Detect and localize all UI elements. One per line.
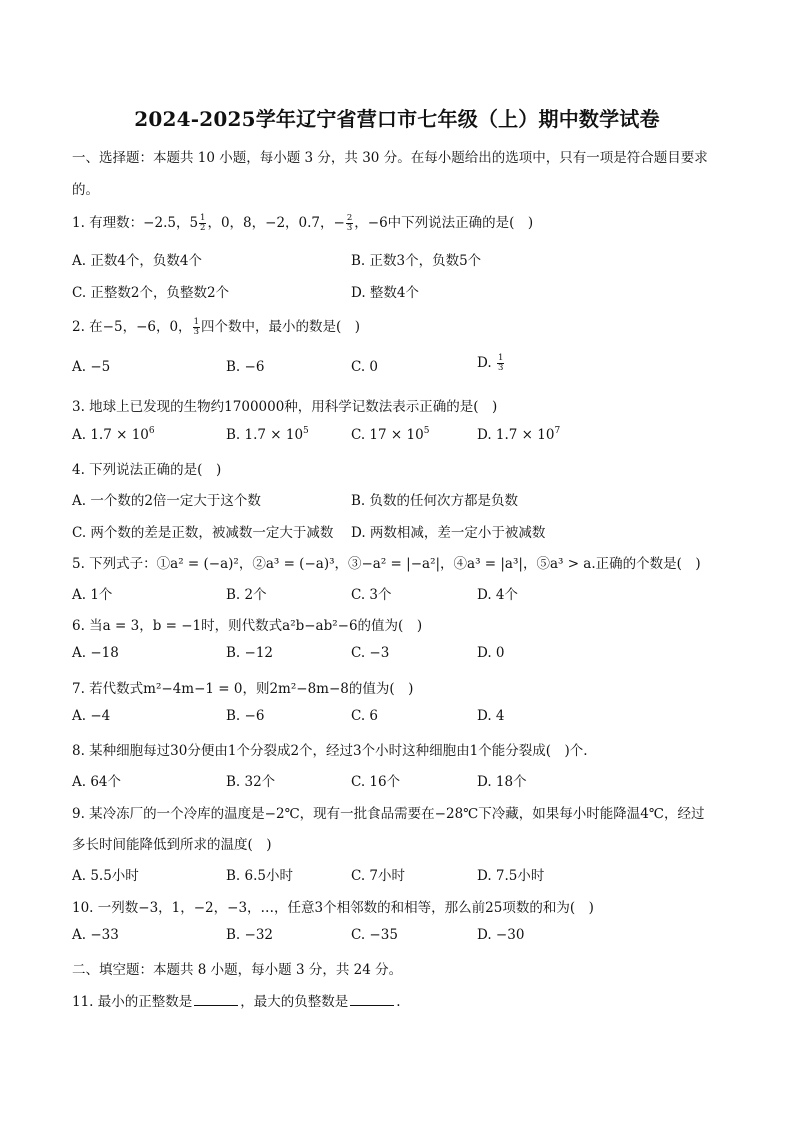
question-8-stem: 8. 某种细胞每过30分便由1个分裂成2个，经过3个小时这种细胞由1个能分裂成( )个.	[72, 743, 588, 759]
q3-option-d[interactable]: D. $1.7 \times 10^7$	[477, 426, 561, 443]
q5-option-d[interactable]: D. 4个	[477, 587, 519, 603]
q8-option-c[interactable]: C. 16个	[351, 774, 401, 790]
q6-option-a[interactable]: A. −18	[72, 645, 119, 661]
question-2-stem: 2. 在−5，−6，0， $\frac{1}{3}$ 四个数中，最小的数是( )	[72, 317, 361, 337]
q9-option-c[interactable]: C. 7小时	[351, 868, 406, 884]
q2-option-c[interactable]: C. 0	[351, 359, 379, 375]
q6-option-c[interactable]: C. −3	[351, 645, 390, 661]
question-9-stem-cont: 多长时间能降低到所求的温度( )	[72, 837, 272, 853]
question-3-stem: 3. 地球上已发现的生物约1700000种，用科学记数法表示正确的是( )	[72, 399, 498, 415]
q1-option-a[interactable]: A. 正数4个，负数4个	[72, 253, 203, 269]
q1-option-b[interactable]: B. 正数3个，负数5个	[351, 253, 482, 269]
question-4-stem: 4. 下列说法正确的是( )	[72, 462, 222, 478]
q8-option-b[interactable]: B. 32个	[226, 774, 276, 790]
section-1-heading: 一、选择题：本题共 10 小题，每小题 3 分，共 30 分。在每小题给出的选项中，只有一项是符合题目要求	[72, 150, 708, 166]
q1-option-c[interactable]: C. 正整数2个，负整数2个	[72, 285, 230, 301]
q4-option-c[interactable]: C. 两个数的差是正数，被减数一定大于减数	[72, 525, 334, 541]
q10-option-b[interactable]: B. −32	[226, 927, 273, 943]
question-1-stem: 1. 有理数：−2.5，5 $\frac{1}{2}$ ，0，8，−2，0.7，− $\frac{2}{3}$ ，−6中下列说法正确的是( )	[72, 213, 534, 233]
fraction: $\frac{1}{3}$	[193, 317, 199, 337]
question-6-stem: 6. 当a = 3，b = −1时，则代数式a²b−ab²−6的值为( )	[72, 618, 423, 634]
q2-option-d[interactable]: D. $\frac{1}{3}$	[477, 353, 504, 373]
q5-option-c[interactable]: C. 3个	[351, 587, 392, 603]
question-10-stem: 10. 一列数−3，1，−2，−3，…，任意3个相邻数的和相等，那么前25项数的和为( )	[72, 900, 594, 916]
answer-blank[interactable]	[350, 993, 394, 1006]
q3-option-b[interactable]: B. $1.7 \times 10^5$	[226, 426, 309, 443]
q8-option-a[interactable]: A. 64个	[72, 774, 122, 790]
fraction: $\frac{1}{2}$	[200, 213, 206, 233]
q2-option-b[interactable]: B. −6	[226, 359, 265, 375]
fraction: $\frac{1}{3}$	[497, 353, 504, 373]
q3-option-c[interactable]: C. $17 \times 10^5$	[351, 426, 430, 443]
question-9-stem: 9. 某冷冻厂的一个冷库的温度是−2℃，现有一批食品需要在−28℃下冷藏，如果每小时能降温4℃，经过	[72, 806, 705, 822]
q4-option-d[interactable]: D. 两数相减，差一定小于被减数	[351, 525, 546, 541]
q1-option-d[interactable]: D. 整数4个	[351, 285, 420, 301]
q7-option-b[interactable]: B. −6	[226, 708, 265, 724]
q10-option-c[interactable]: C. −35	[351, 927, 398, 943]
section-2-heading: 二、填空题：本题共 8 小题，每小题 3 分，共 24 分。	[72, 962, 403, 978]
q10-option-a[interactable]: A. −33	[72, 927, 119, 943]
question-5-stem: 5. 下列式子：①a² = (−a)²，②a³ = (−a)³，③−a² = |−a²|，④a³ = |a³|，⑤a³ > a.正确的个数是( )	[72, 556, 701, 572]
q5-option-b[interactable]: B. 2个	[226, 587, 267, 603]
q8-option-d[interactable]: D. 18个	[477, 774, 527, 790]
q9-option-b[interactable]: B. 6.5小时	[226, 868, 293, 884]
q10-option-d[interactable]: D. −30	[477, 927, 525, 943]
q7-option-d[interactable]: D. 4	[477, 708, 505, 724]
q7-option-a[interactable]: A. −4	[72, 708, 111, 724]
fraction: $\frac{2}{3}$	[346, 213, 353, 233]
q4-option-a[interactable]: A. 一个数的2倍一定大于这个数	[72, 493, 261, 509]
q2-option-a[interactable]: A. −5	[72, 359, 111, 375]
section-1-heading-cont: 的。	[72, 182, 99, 198]
q5-option-a[interactable]: A. 1个	[72, 587, 113, 603]
q7-option-c[interactable]: C. 6	[351, 708, 379, 724]
q6-option-b[interactable]: B. −12	[226, 645, 273, 661]
q9-option-a[interactable]: A. 5.5小时	[72, 868, 139, 884]
q9-option-d[interactable]: D. 7.5小时	[477, 868, 545, 884]
q6-option-d[interactable]: D. 0	[477, 645, 505, 661]
question-11-stem: 11. 最小的正整数是 ，最大的负整数是 .	[72, 994, 401, 1010]
page-title: 2024-2025学年辽宁省营口市七年级（上）期中数学试卷	[134, 107, 660, 131]
answer-blank[interactable]	[194, 993, 238, 1006]
question-7-stem: 7. 若代数式m²−4m−1 = 0，则2m²−8m−8的值为( )	[72, 681, 414, 697]
q4-option-b[interactable]: B. 负数的任何次方都是负数	[351, 493, 519, 509]
q3-option-a[interactable]: A. $1.7 \times 10^6$	[72, 426, 155, 443]
